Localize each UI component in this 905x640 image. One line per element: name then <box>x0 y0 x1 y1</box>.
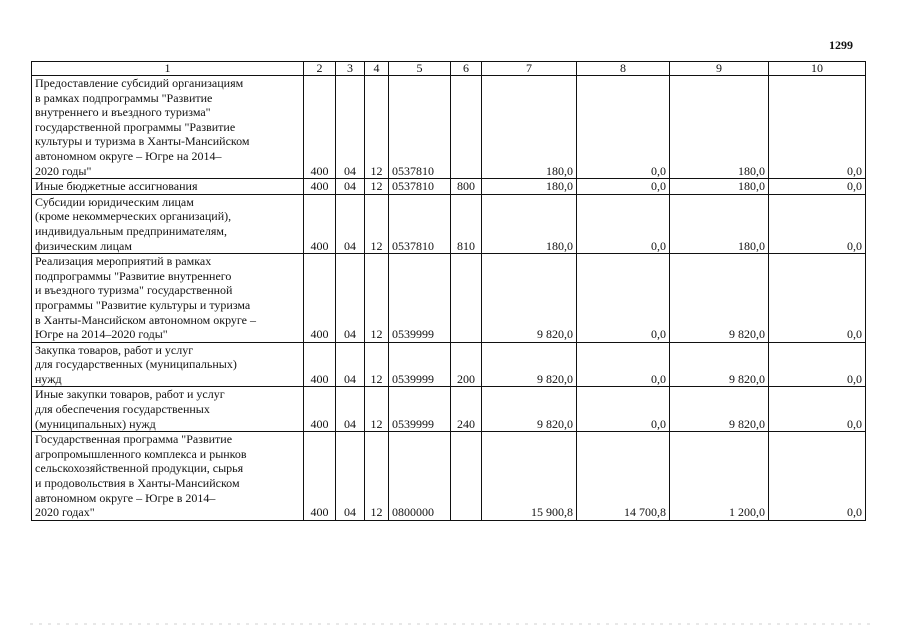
table-row <box>32 254 866 343</box>
cell-expense-type <box>451 76 482 179</box>
cell-subsection: 12 <box>365 432 389 521</box>
table-row <box>32 432 866 521</box>
cell-subsection: 12 <box>365 76 389 179</box>
page-number: 1299 <box>829 38 853 52</box>
col-header-8: 8 <box>577 62 670 76</box>
cell-amount-9: 180,0 <box>670 194 769 253</box>
cell-ministry: 400 <box>304 342 336 387</box>
cell-target-article: 0537810 <box>389 194 451 253</box>
col-header-5: 5 <box>389 62 451 76</box>
cell-ministry: 400 <box>304 387 336 432</box>
cell-amount-10: 0,0 <box>769 179 866 195</box>
cell-expense-type: 800 <box>451 179 482 195</box>
cell-amount-9: 9 820,0 <box>670 387 769 432</box>
cell-section: 04 <box>336 387 365 432</box>
table-row <box>32 194 866 253</box>
cell-amount-10: 0,0 <box>769 432 866 521</box>
cell-amount-7: 15 900,8 <box>482 432 577 521</box>
col-header-2: 2 <box>304 62 336 76</box>
col-header-9: 9 <box>670 62 769 76</box>
table-row <box>32 76 866 179</box>
cell-ministry: 400 <box>304 76 336 179</box>
col-header-4: 4 <box>365 62 389 76</box>
cell-ministry: 400 <box>304 179 336 195</box>
cell-amount-8: 0,0 <box>577 76 670 179</box>
cell-subsection: 12 <box>365 194 389 253</box>
cell-section: 04 <box>336 76 365 179</box>
cell-amount-8: 0,0 <box>577 342 670 387</box>
row-name: Субсидии юридическим лицам (кроме некоммерческих организаций), индивидуальным предпринимателям, физическим лицам <box>32 194 304 253</box>
row-name: Реализация мероприятий в рамках подпрограммы "Развитие внутреннего и въездного туризма" государственной программы "Развитие культуры и туризма в Ханты-Мансийском автономном округе – Югре на 2014–2020 годы" <box>32 254 304 343</box>
cell-section: 04 <box>336 432 365 521</box>
cell-expense-type: 810 <box>451 194 482 253</box>
cell-subsection: 12 <box>365 254 389 343</box>
cell-section: 04 <box>336 194 365 253</box>
cell-amount-8: 14 700,8 <box>577 432 670 521</box>
cell-section: 04 <box>336 179 365 195</box>
cell-expense-type: 200 <box>451 342 482 387</box>
col-header-3: 3 <box>336 62 365 76</box>
cell-amount-9: 9 820,0 <box>670 342 769 387</box>
cell-expense-type <box>451 254 482 343</box>
cell-amount-7: 9 820,0 <box>482 342 577 387</box>
cell-subsection: 12 <box>365 179 389 195</box>
table-row <box>32 387 866 432</box>
table-row <box>32 342 866 387</box>
cell-amount-9: 1 200,0 <box>670 432 769 521</box>
cell-ministry: 400 <box>304 194 336 253</box>
cell-amount-7: 9 820,0 <box>482 387 577 432</box>
col-header-7: 7 <box>482 62 577 76</box>
cell-amount-10: 0,0 <box>769 387 866 432</box>
row-name: Закупка товаров, работ и услуг для государственных (муниципальных) нужд <box>32 342 304 387</box>
row-name: Государственная программа "Развитие агропромышленного комплекса и рынков сельскохозяйственной продукции, сырья и продовольствия в Ханты-Мансийском автономном округе – Югре в 2014– 2020 годах" <box>32 432 304 521</box>
cell-target-article: 0539999 <box>389 254 451 343</box>
cell-amount-10: 0,0 <box>769 342 866 387</box>
cell-target-article: 0539999 <box>389 342 451 387</box>
row-name: Предоставление субсидий организациям в рамках подпрограммы "Развитие внутреннего и въездного туризма" государственной программы "Развитие культуры и туризма в Ханты-Мансийском автономном округе – Югре на 2014– 2020 годы" <box>32 76 304 179</box>
cell-amount-8: 0,0 <box>577 254 670 343</box>
col-header-10: 10 <box>769 62 866 76</box>
cell-expense-type <box>451 432 482 521</box>
cell-ministry: 400 <box>304 254 336 343</box>
row-name: Иные закупки товаров, работ и услуг для обеспечения государственных (муниципальных) нужд <box>32 387 304 432</box>
cell-amount-9: 9 820,0 <box>670 254 769 343</box>
cell-subsection: 12 <box>365 387 389 432</box>
header-row <box>32 62 866 76</box>
cell-expense-type: 240 <box>451 387 482 432</box>
cell-subsection: 12 <box>365 342 389 387</box>
cell-amount-8: 0,0 <box>577 179 670 195</box>
cell-ministry: 400 <box>304 432 336 521</box>
cell-amount-9: 180,0 <box>670 76 769 179</box>
cell-target-article: 0537810 <box>389 179 451 195</box>
row-name: Иные бюджетные ассигнования <box>32 179 304 195</box>
cell-target-article: 0539999 <box>389 387 451 432</box>
col-header-6: 6 <box>451 62 482 76</box>
cell-amount-10: 0,0 <box>769 254 866 343</box>
cell-amount-8: 0,0 <box>577 387 670 432</box>
cell-amount-8: 0,0 <box>577 194 670 253</box>
cell-target-article: 0800000 <box>389 432 451 521</box>
cell-amount-7: 180,0 <box>482 179 577 195</box>
table-row <box>32 179 866 195</box>
cell-section: 04 <box>336 254 365 343</box>
budget-table <box>31 61 866 521</box>
cell-amount-10: 0,0 <box>769 76 866 179</box>
cell-target-article: 0537810 <box>389 76 451 179</box>
cell-amount-9: 180,0 <box>670 179 769 195</box>
col-header-1: 1 <box>32 62 304 76</box>
cell-amount-7: 180,0 <box>482 194 577 253</box>
cell-amount-10: 0,0 <box>769 194 866 253</box>
scan-artifact-line <box>30 623 870 625</box>
cell-amount-7: 180,0 <box>482 76 577 179</box>
cell-amount-7: 9 820,0 <box>482 254 577 343</box>
cell-section: 04 <box>336 342 365 387</box>
